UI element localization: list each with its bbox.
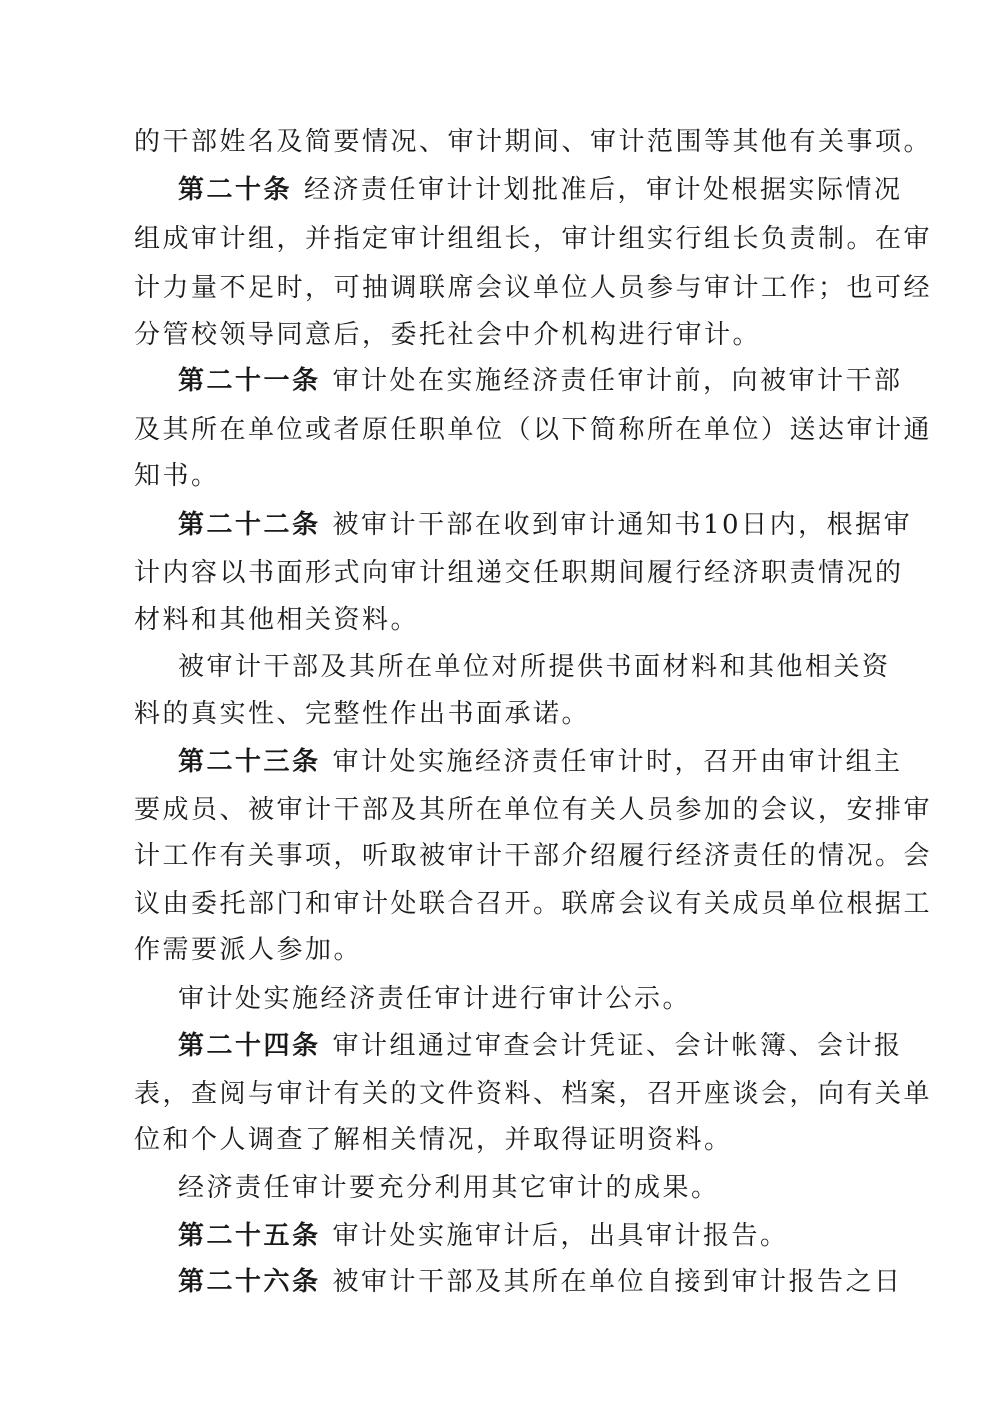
article-20-heading: 第二十条 <box>178 175 293 205</box>
line-text: 计工作有关事项，听取被审计干部介绍履行经济责任的情况。会 <box>134 841 933 871</box>
line-text: 表，查阅与审计有关的文件资料、档案，召开座谈会，向有关单 <box>134 1079 933 1109</box>
text-line <box>0 211 1000 267</box>
line-text: 计力量不足时，可抽调联席会议单位人员参与审计工作；也可经 <box>134 273 933 303</box>
article-25-heading: 第二十五条 <box>178 1221 321 1251</box>
article-26-heading: 第二十六条 <box>178 1267 321 1297</box>
line-text: 议由委托部门和审计处联合召开。联席会议有关成员单位根据工 <box>134 889 933 919</box>
text-line <box>0 448 1000 504</box>
article-24-heading: 第二十四条 <box>178 1031 321 1061</box>
line-text: 被审计干部在收到审计通知书10日内，根据审 <box>332 510 913 540</box>
article-22-heading: 第二十二条 <box>178 510 321 540</box>
line-text: 及其所在单位或者原任职单位（以下简称所在单位）送达审计通 <box>134 415 933 445</box>
line-text: 要成员、被审计干部及其所在单位有关人员参加的会议，安排审 <box>134 795 933 825</box>
line-text: 组成审计组，并指定审计组组长，审计组实行组长负责制。在审 <box>134 224 933 254</box>
line-text: 材料和其他相关资料。 <box>134 605 420 635</box>
line-text: 审计处在实施经济责任审计前，向被审计干部 <box>332 366 903 396</box>
line-text: 审计处实施经济责任审计进行审计公示。 <box>178 984 692 1014</box>
line-text: 经济责任审计计划批准后，审计处根据实际情况 <box>304 175 903 205</box>
line-text: 审计处实施审计后，出具审计报告。 <box>332 1221 789 1251</box>
line-text: 经济责任审计要充分利用其它审计的成果。 <box>178 1173 720 1203</box>
line-text: 位和个人调查了解相关情况，并取得证明资料。 <box>134 1125 733 1155</box>
line-text: 审计处实施经济责任审计时，召开由审计组主 <box>332 747 903 777</box>
line-text: 计内容以书面形式向审计组递交任职期间履行经济职责情况的 <box>134 558 904 588</box>
line-text: 被审计干部及其所在单位自接到审计报告之日 <box>332 1267 903 1297</box>
line-text: 被审计干部及其所在单位对所提供书面材料和其他相关资 <box>178 652 891 682</box>
line-text: 的干部姓名及简要情况、审计期间、审计范围等其他有关事项。 <box>134 127 933 157</box>
line-text: 分管校领导同意后，委托社会中介机构进行审计。 <box>134 320 762 350</box>
article-23-heading: 第二十三条 <box>178 747 321 777</box>
article-21-paragraph <box>0 353 1000 409</box>
text-line <box>0 922 1000 978</box>
line-text: 作需要派人参加。 <box>134 935 363 965</box>
line-text: 审计组通过审查会计凭证、会计帐簿、会计报 <box>332 1031 903 1061</box>
article-21-heading: 第二十一条 <box>178 366 321 396</box>
line-text: 料的真实性、完整性作出书面承诺。 <box>134 699 591 729</box>
article-26-paragraph <box>0 1254 1000 1310</box>
line-text: 知书。 <box>134 461 220 491</box>
article-20-paragraph <box>0 162 1000 218</box>
